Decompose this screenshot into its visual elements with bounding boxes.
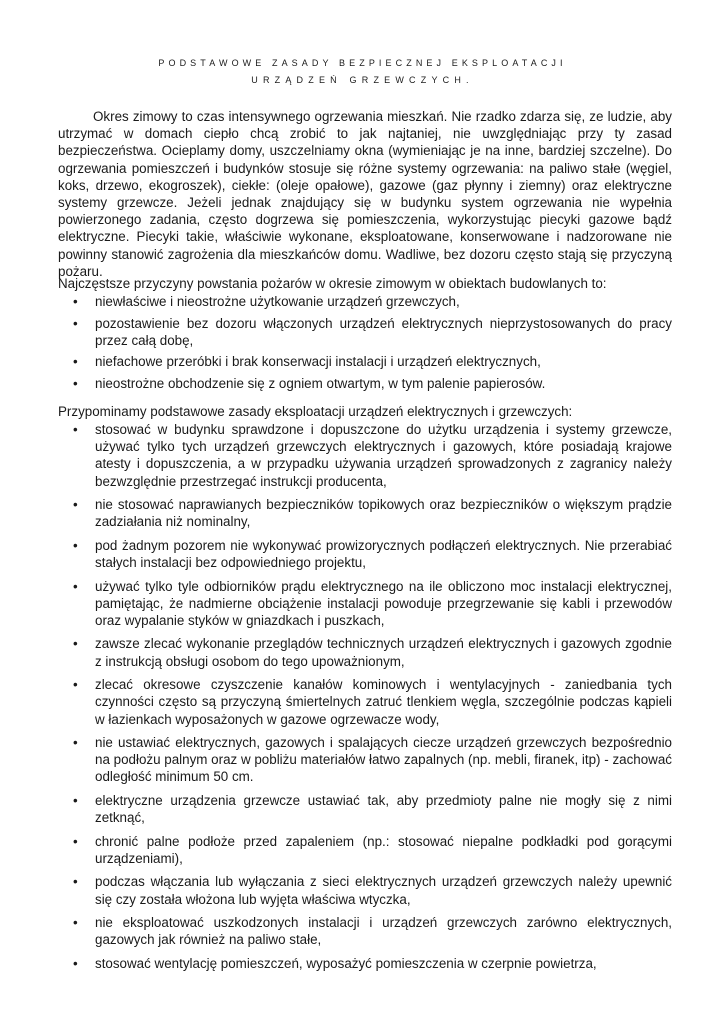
list-item-text: niewłaściwe i nieostrożne użytkowanie urządzeń grzewczych, — [95, 294, 460, 309]
bullet-icon: • — [73, 537, 78, 553]
list-item-text: chronić palne podłoże przed zapaleniem (np.: stosować niepalne podkładki pod gorącymi urządzeniami), — [95, 833, 672, 866]
bullet-icon: • — [73, 677, 78, 693]
list-item — [0, 578, 672, 630]
list-item — [0, 635, 672, 669]
list-item-text: stosować w budynku sprawdzone i dopuszczone do użytku urządzenia i systemy grzewcze, używać tylko tych urządzeń grzewczych elektrycznych i gazowych, które posiadają krajowe atesty i dopuszczenia, a w przypadku używania urządzeń sprowadzonych z zagranicy należy bezwzględnie przestrzegać instrukcji producenta, — [95, 422, 672, 489]
list-item-text: podczas włączania lub wyłączania z sieci elektrycznych urządzeń grzewczych należy upewnić się czy została włożona lub wyjęta właściwa wtyczka, — [95, 874, 672, 907]
section-2-heading: Przypominamy podstawowe zasady eksploatacji urządzeń elektrycznych i grzewczych: — [58, 404, 573, 419]
list-item-text: stosować wentylację pomieszczeń, wyposażyć pomieszczenia w czerpnie powietrza, — [95, 955, 597, 971]
list-item — [0, 676, 672, 728]
list-item — [0, 537, 672, 571]
section-1-list — [0, 293, 672, 396]
document-title-line-1: PODSTAWOWE ZASADY BEZPIECZNEJ EKSPLOATACJI — [158, 58, 567, 68]
list-item — [0, 293, 672, 310]
list-item-text: pod żadnym pozorem nie wykonywać prowizorycznych podłączeń elektrycznych. Nie przerabiać stałych instalacji bez odpowiedniego projektu, — [95, 537, 672, 571]
list-item-text: nieostrożne obchodzenie się z ogniem otwartym, w tym palenie papierosów. — [95, 375, 546, 391]
list-item-text: nie ustawiać elektrycznych, gazowych i spalających ciecze urządzeń grzewczych bezpośrednio na podłożu palnym oraz w pobliżu materiałów łatwo zapalnych (np. mebli, firanek, itp) - zachować odległość minimum 50 cm. — [95, 735, 672, 785]
list-item-text: niefachowe przeróbki i brak konserwacji instalacji i urządzeń elektrycznych, — [95, 354, 541, 370]
bullet-icon: • — [73, 578, 78, 594]
bullet-icon: • — [73, 294, 78, 309]
list-item-text: nie eksploatować uszkodzonych instalacji i urządzeń grzewczych zarówno elektrycznych, gazowych jak również na paliwo stałe, — [95, 915, 672, 948]
list-item — [0, 353, 672, 370]
bullet-icon: • — [73, 833, 78, 849]
bullet-icon: • — [73, 497, 78, 513]
bullet-icon: • — [73, 874, 78, 890]
list-item — [0, 375, 672, 392]
section-2-list — [0, 421, 672, 978]
bullet-icon: • — [73, 315, 78, 331]
list-item — [0, 792, 672, 826]
list-item — [0, 914, 672, 948]
list-item-text: zawsze zlecać wykonanie przeglądów technicznych urządzeń elektrycznych i gazowych zgodnie z instrukcją obsługi osobom do tego upoważnionym, — [95, 636, 672, 669]
list-item — [0, 421, 672, 490]
bullet-icon: • — [73, 636, 78, 652]
bullet-icon: • — [73, 375, 78, 391]
list-item-text: zlecać okresowe czyszczenie kanałów kominowych i wentylacyjnych - zaniedbania tych czynności często są przyczyną śmiertelnych zatruć tlenkiem węgla, szczególnie podczas kąpieli w łazienkach wyposażonych w gazowe ogrzewacze wody, — [95, 677, 672, 727]
list-item — [0, 833, 672, 867]
list-item — [0, 955, 672, 972]
list-item — [0, 496, 672, 530]
list-item — [0, 315, 672, 349]
document-title-line-2: URZĄDZEŃ GRZEWCZYCH. — [251, 75, 474, 85]
section-1-heading: Najczęstsze przyczyny powstania pożarów w okresie zimowym w obiektach budowlanych to: — [58, 276, 607, 291]
bullet-icon: • — [73, 354, 78, 370]
list-item — [0, 734, 672, 786]
bullet-icon: • — [73, 955, 78, 971]
bullet-icon: • — [73, 915, 78, 931]
bullet-icon: • — [73, 735, 78, 751]
bullet-icon: • — [73, 792, 78, 808]
bullet-icon: • — [73, 422, 78, 437]
list-item-text: pozostawienie bez dozoru włączonych urządzeń elektrycznych nieprzystosowanych do pracy przez całą dobę, — [95, 315, 672, 348]
list-item-text: nie stosować naprawianych bezpieczników topikowych oraz bezpieczników o większym prądzie zadziałania niż nominalny, — [95, 497, 672, 530]
list-item-text: używać tylko tyle odbiorników prądu elektrycznego na ile obliczono moc instalacji elektrycznej, pamiętając, że nadmierne obciążenie instalacji powoduje przegrzewanie się kabli i przewodów oraz wypalanie styków w gniazdkach i puszkach, — [95, 578, 672, 628]
list-item — [0, 873, 672, 907]
list-item-text: elektryczne urządzenia grzewcze ustawiać tak, aby przedmioty palne nie mogły się z nimi zetknąć, — [95, 792, 672, 826]
intro-paragraph: Okres zimowy to czas intensywnego ogrzewania mieszkań. Nie rzadko zdarza się, ze ludzie, aby utrzymać w domach ciepło chcą zrobić to jak najtaniej, nie uwzględniając przy ty zasad bezpieczeństwa. Ocieplamy domy, uszczelniamy okna (wymieniając je na inne, bardziej szczelne). Do ogrzewania pomieszczeń i budynków stosuje się różne systemy ogrzewania: na paliwo stałe (węgiel, koks, drzewo, ekogroszek), ciekłe: (oleje opałowe), gazowe (gaz płynny i ziemny) oraz elektryczne systemy grzewcze. Jeżeli jednak znajdujący się w budynku system ogrzewania nie wypełnia powierzonego zadania, często dogrzewa się pomieszczenia, wykorzystując piecyki gazowe bądź elektryczne. Piecyki takie, właściwie wykonane, eksploatowane, konserwowane i nadzorowane nie powinny stanowić zagrożenia dla mieszkańców domu. Wadliwe, bez dozoru często stają się przyczyną pożaru. — [58, 109, 672, 279]
